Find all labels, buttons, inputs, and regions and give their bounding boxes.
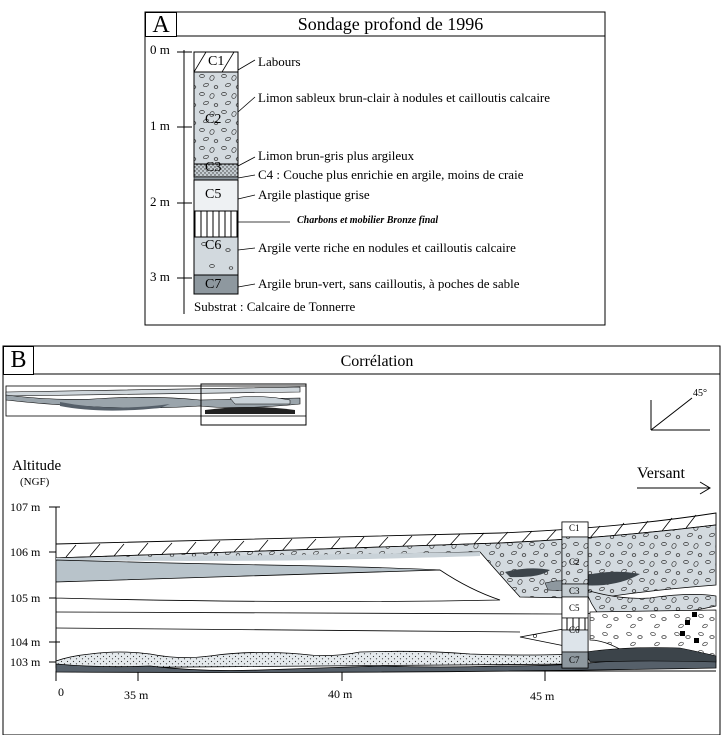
column-label-c2: C2 xyxy=(205,112,222,127)
panel-b-title: Corrélation xyxy=(340,353,414,370)
desc-c6: Argile verte riche en nodules et cailloutis calcaire xyxy=(258,240,516,255)
section-label-c3: C3 xyxy=(569,586,580,596)
desc-c2: Limon sableux brun-clair à nodules et cailloutis calcaire xyxy=(258,90,551,105)
depth-tick-1: 1 m xyxy=(150,118,170,133)
altitude-unit: (NGF) xyxy=(20,476,50,488)
column-label-c3: C3 xyxy=(205,160,222,175)
column-label-c6: C6 xyxy=(205,238,222,253)
y-tick-107: 107 m xyxy=(10,500,41,514)
versant-arrow xyxy=(637,482,710,494)
depth-tick-0: 0 m xyxy=(150,42,170,57)
x-tick-40: 40 m xyxy=(328,687,353,701)
altitude-label: Altitude xyxy=(12,458,62,474)
x-tick-35: 35 m xyxy=(124,688,149,702)
panel-a-title: Sondage profond de 1996 xyxy=(297,14,484,34)
x-tick-0: 0 xyxy=(58,685,64,699)
section-label-c6: C6 xyxy=(569,625,580,635)
desc-c3: Limon brun-gris plus argileux xyxy=(258,148,415,163)
y-tick-104: 104 m xyxy=(10,635,41,649)
section-label-c1: C1 xyxy=(569,523,580,533)
desc-c1: Labours xyxy=(258,54,301,69)
column-label-c7: C7 xyxy=(205,277,222,292)
desc-c5: Argile plastique grise xyxy=(258,187,370,202)
section-label-c7: C7 xyxy=(569,655,580,665)
depth-tick-3: 3 m xyxy=(150,269,170,284)
y-tick-106: 106 m xyxy=(10,545,41,559)
section-label-c2: C2 xyxy=(569,557,580,567)
depth-tick-2: 2 m xyxy=(150,194,170,209)
versant-label: Versant xyxy=(637,465,685,482)
panel-b-letter: B xyxy=(3,346,34,375)
desc-charbons: Charbons et mobilier Bronze final xyxy=(297,215,439,226)
panel-a-letter: A xyxy=(145,12,177,37)
angle-label: 45° xyxy=(693,388,707,399)
column-label-c1: C1 xyxy=(208,54,225,69)
section-label-c5: C5 xyxy=(569,603,580,613)
cross-section xyxy=(56,513,716,673)
layer-charbons xyxy=(194,211,238,237)
x-tick-45: 45 m xyxy=(530,689,555,703)
desc-substrat: Substrat : Calcaire de Tonnerre xyxy=(194,299,356,314)
overview-profile xyxy=(6,384,306,425)
column-label-c5: C5 xyxy=(205,187,222,202)
y-tick-105: 105 m xyxy=(10,591,41,605)
desc-c4: C4 : Couche plus enrichie en argile, moins de craie xyxy=(258,167,524,182)
y-tick-103: 103 m xyxy=(10,655,41,669)
desc-c7: Argile brun-vert, sans cailloutis, à poches de sable xyxy=(258,276,520,291)
angle-indicator xyxy=(651,398,710,430)
